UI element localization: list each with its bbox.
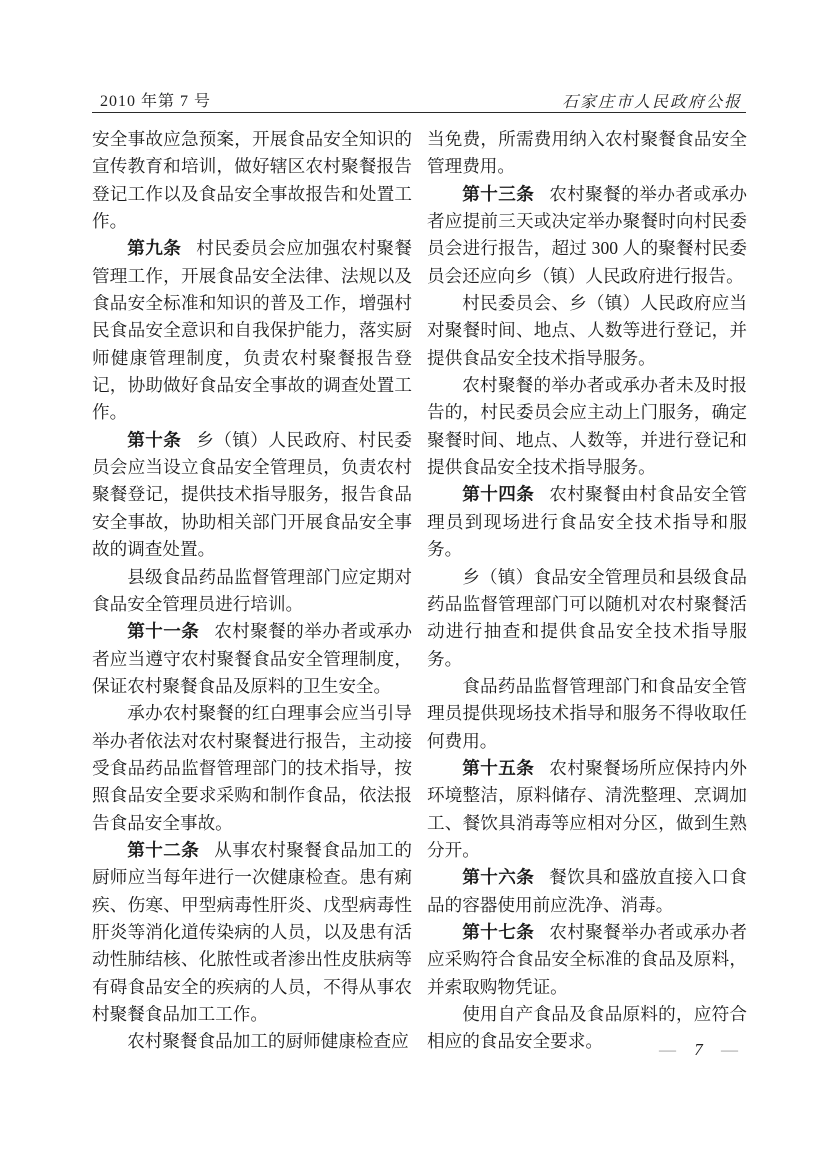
paragraph-text: 农村聚餐的举办者或承办者未及时报告的，村民委员会应主动上门服务，确定聚餐时间、地点、人数等，并进行登记和提供食品安全技术指导服务。 <box>427 375 747 478</box>
article-number: 第十条 <box>127 429 182 450</box>
page-number-value: 7 <box>694 1040 703 1059</box>
paragraph <box>92 700 412 837</box>
paragraph-text: 食品药品监督管理部门和食品安全管理员提供现场技术指导和服务不得收取任何费用。 <box>427 675 747 751</box>
paragraph-text: 农村聚餐的举办者或承办者应提前三天或决定举办聚餐时向村民委员会进行报告，超过 300 人的聚餐村民委员会还应向乡（镇）人民政府进行报告。 <box>427 183 747 286</box>
paragraph-text: 农村聚餐举办者或承办者应采购符合食品安全标准的食品及原料，并索取购物凭证。 <box>427 921 747 997</box>
article-number: 第十七条 <box>462 921 535 942</box>
page-number-dash-right: — <box>721 1040 738 1059</box>
paragraph-text: 乡（镇）人民政府、村民委员会应当设立食品安全管理员，负责农村聚餐登记，提供技术指导服务，报告食品安全事故，协助相关部门开展食品安全事故的调查处置。 <box>92 429 412 560</box>
article-number: 第十一条 <box>127 621 200 642</box>
paragraph <box>427 181 747 290</box>
left-text-column <box>92 126 412 1056</box>
paragraph <box>92 1028 412 1055</box>
page-number-dash-left: — <box>659 1040 676 1059</box>
paragraph-text: 农村聚餐由村食品安全管理员到现场进行食品安全技术指导和服务。 <box>427 484 747 560</box>
paragraph-text: 安全事故应急预案，开展食品安全知识的宣传教育和培训，做好辖区农村聚餐报告登记工作以及食品安全事故报告和处置工作。 <box>92 129 412 232</box>
article-number: 第十四条 <box>462 484 535 505</box>
paragraph-text: 从事农村聚餐食品加工的厨师应当每年进行一次健康检查。患有痢疾、伤寒、甲型病毒性肝炎、戊型病毒性肝炎等消化道传染病的人员，以及患有活动性肺结核、化脓性或者渗出性皮肤病等有碍食品安全的疾病的人员，不得从事农村聚餐食品加工工作。 <box>92 839 412 1024</box>
article-number: 第十六条 <box>462 867 535 888</box>
paragraph-text: 县级食品药品监督管理部门应定期对食品安全管理员进行培训。 <box>92 566 412 614</box>
article-number: 第十三条 <box>462 183 535 204</box>
paragraph <box>92 564 412 619</box>
paragraph-text: 餐饮具和盛放直接入口食品的容器使用前应洗净、消毒。 <box>427 867 747 915</box>
paragraph <box>427 481 747 563</box>
paragraph <box>92 126 412 235</box>
paragraph <box>92 235 412 426</box>
paragraph <box>92 427 412 564</box>
paragraph <box>427 919 747 1001</box>
paragraph <box>427 290 747 372</box>
paragraph-text: 承办农村聚餐的红白理事会应当引导举办者依法对农村聚餐进行报告，主动接受食品药品监督管理部门的技术指导，按照食品安全要求采购和制作食品，依法报告食品安全事故。 <box>92 703 412 833</box>
paragraph <box>92 618 412 700</box>
paragraph <box>427 564 747 673</box>
paragraph-text: 农村聚餐场所应保持内外环境整洁，原料储存、清洗整理、烹调加工、餐饮具消毒等应相对分区，做到生熟分开。 <box>427 757 747 860</box>
page-number <box>659 1040 738 1060</box>
right-text-column <box>427 126 747 1056</box>
article-number: 第九条 <box>127 238 182 259</box>
paragraph-text: 乡（镇）食品安全管理员和县级食品药品监督管理部门可以随机对农村聚餐活动进行抽查和提供食品安全技术指导服务。 <box>427 566 747 669</box>
paragraph <box>427 673 747 755</box>
paragraph-text: 当免费，所需费用纳入农村聚餐食品安全管理费用。 <box>427 129 747 177</box>
article-number: 第十二条 <box>127 839 200 860</box>
paragraph-text: 村民委员会、乡（镇）人民政府应当对聚餐时间、地点、人数等进行登记，并提供食品安全技术指导服务。 <box>427 293 747 368</box>
paragraph <box>427 864 747 919</box>
header-divider-rule <box>92 112 746 113</box>
paragraph <box>427 126 747 181</box>
paragraph-text: 农村聚餐食品加工的厨师健康检查应 <box>127 1031 409 1052</box>
paragraph <box>92 837 412 1028</box>
paragraph <box>427 755 747 864</box>
header-issue-number: 2010 年第 7 号 <box>100 93 212 110</box>
header-publication-title: 石家庄市人民政府公报 <box>561 94 742 111</box>
paragraph-text: 使用自产食品及食品原料的，应符合相应的食品安全要求。 <box>427 1004 747 1052</box>
article-number: 第十五条 <box>462 757 535 778</box>
paragraph <box>427 372 747 481</box>
paragraph-text: 农村聚餐的举办者或承办者应当遵守农村聚餐食品安全管理制度，保证农村聚餐食品及原料的卫生安全。 <box>92 621 412 696</box>
paragraph-text: 村民委员会应加强农村聚餐管理工作，开展食品安全法律、法规以及食品安全标准和知识的普及工作，增强村民食品安全意识和自我保护能力，落实厨师健康管理制度，负责农村聚餐报告登记，协助做好食品安全事故的调查处置工作。 <box>92 238 412 423</box>
